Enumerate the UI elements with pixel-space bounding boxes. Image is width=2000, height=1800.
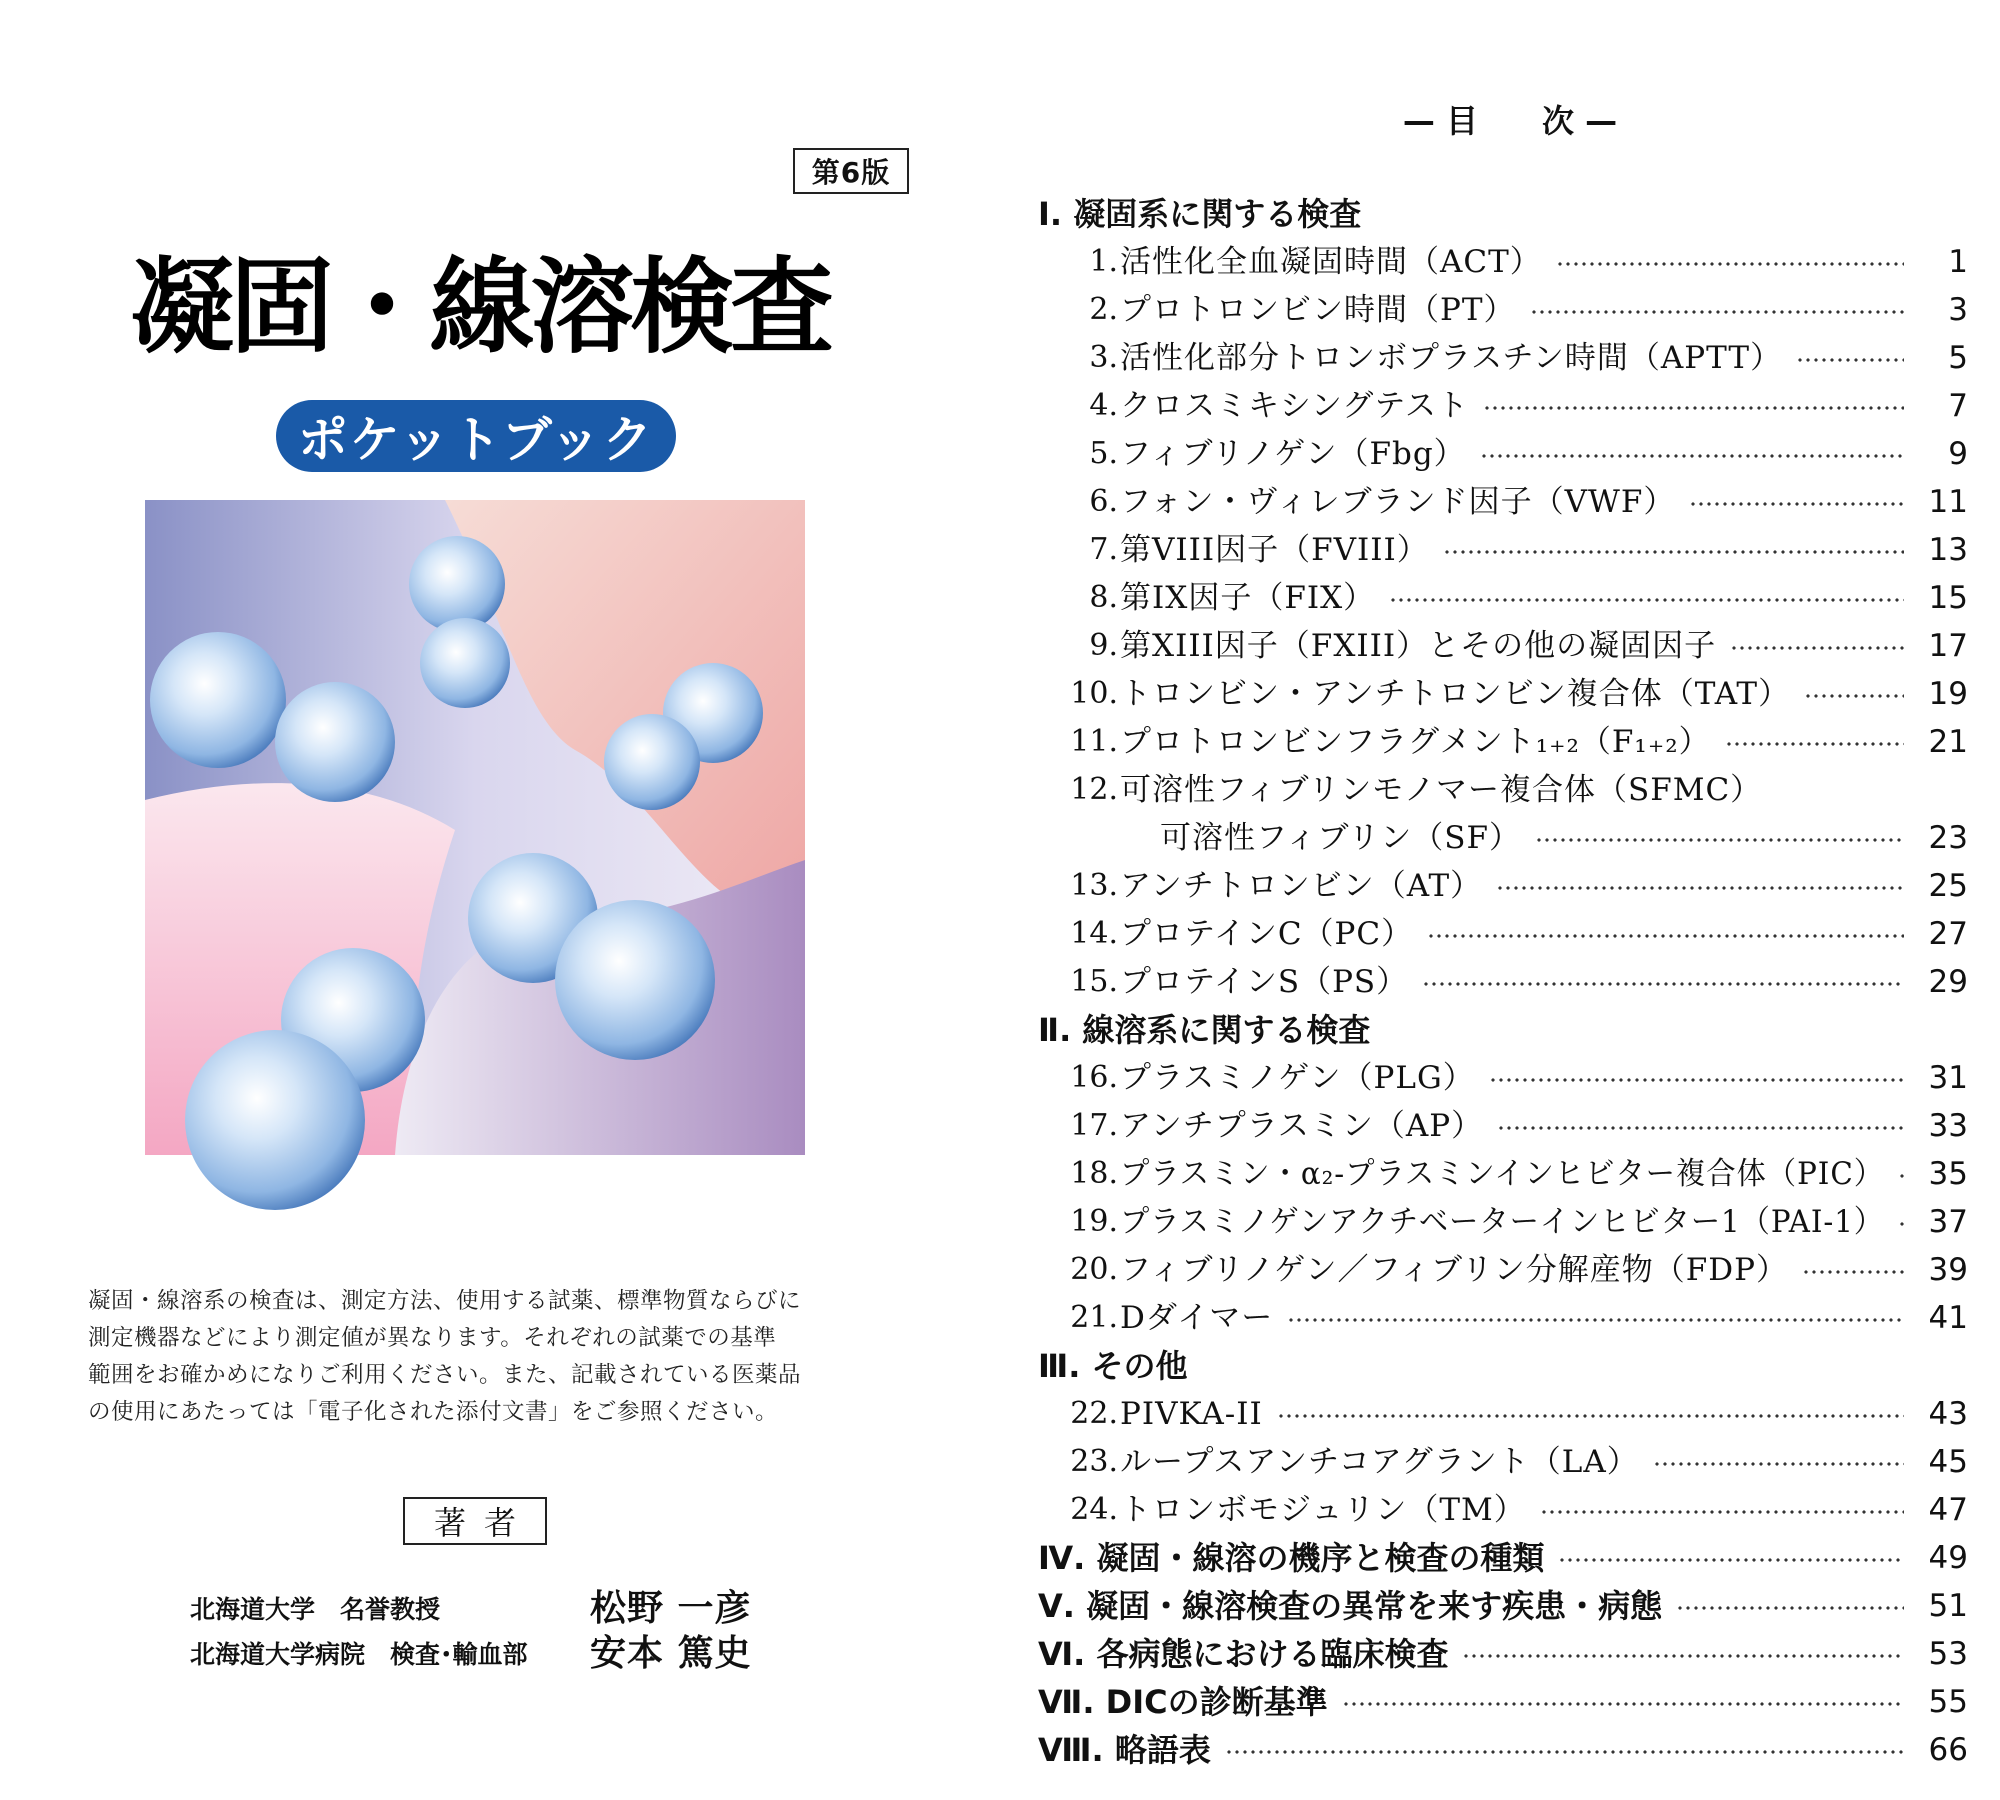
toc-entry-title: プロトロンビンフラグメント₁₊₂（F₁₊₂） bbox=[1120, 724, 1711, 760]
toc-entry-title: フォン・ヴィレブランド因子（VWF） bbox=[1120, 484, 1676, 520]
toc-section-label: Ⅵ. 各病態における臨床検査 bbox=[1038, 1635, 1449, 1673]
author-name: 松野 一彦 bbox=[590, 1588, 752, 1629]
toc-leader-dots bbox=[1898, 1174, 1904, 1178]
toc-page-number: 55 bbox=[1928, 1684, 1968, 1720]
toc-entry-title: プロトロンビン時間（PT） bbox=[1120, 292, 1516, 328]
toc-entry bbox=[1000, 1198, 1968, 1246]
toc-entry-title: トロンビン・アンチトロンビン複合体（TAT） bbox=[1120, 676, 1791, 712]
toc-entry-title: ループスアンチコアグラント（LA） bbox=[1120, 1444, 1639, 1480]
toc-section-label: Ⅲ. その他 bbox=[1038, 1347, 1188, 1385]
notice-line: の使用にあたっては「電子化された添付文書」をご参照ください。 bbox=[88, 1399, 779, 1425]
toc-entry bbox=[1000, 766, 1968, 814]
toc-entry bbox=[1000, 430, 1968, 478]
toc-leader-dots bbox=[1497, 1126, 1904, 1130]
toc-page-number: 27 bbox=[1928, 916, 1968, 952]
toc-entry bbox=[1000, 526, 1968, 574]
toc-section bbox=[1000, 1534, 1968, 1582]
toc-leader-dots bbox=[1653, 1462, 1904, 1466]
toc-entry-number: 12. bbox=[1070, 772, 1118, 807]
toc-entry-title: フィブリノゲン／フィブリン分解産物（FDP） bbox=[1120, 1252, 1788, 1288]
toc-page-number: 43 bbox=[1928, 1396, 1968, 1432]
toc-entry bbox=[1000, 1438, 1968, 1486]
toc-entry-title: 可溶性フィブリンモノマー複合体（SFMC） bbox=[1120, 772, 1763, 808]
toc-entry-number: 2. bbox=[1089, 292, 1118, 327]
toc-entry-number: 3. bbox=[1089, 340, 1118, 375]
toc-page-number: 35 bbox=[1928, 1156, 1968, 1192]
toc-entry bbox=[1000, 670, 1968, 718]
toc-section-label: Ⅷ. 略語表 bbox=[1038, 1731, 1211, 1769]
toc-entry-number: 14. bbox=[1070, 916, 1118, 951]
toc-leader-dots bbox=[1535, 838, 1904, 842]
toc-entry bbox=[1000, 1054, 1968, 1102]
toc-leader-dots bbox=[1489, 1078, 1904, 1082]
toc-page-number: 45 bbox=[1928, 1444, 1968, 1480]
toc-page-number: 47 bbox=[1928, 1492, 1968, 1528]
toc-leader-dots bbox=[1225, 1750, 1904, 1754]
subtitle-pill: ポケットブック bbox=[276, 400, 676, 472]
toc-entry-title: アンチプラスミン（AP） bbox=[1120, 1108, 1484, 1144]
toc-entry-number: 13. bbox=[1070, 868, 1118, 903]
toc-leader-dots bbox=[1462, 1654, 1904, 1658]
table-of-contents bbox=[1000, 0, 2000, 1800]
toc-section-label: Ⅴ. 凝固・線溶検査の異常を来す疾患・病態 bbox=[1038, 1587, 1663, 1625]
toc-entry-number: 5. bbox=[1089, 436, 1118, 471]
toc-leader-dots bbox=[1898, 1222, 1904, 1226]
toc-leader-dots bbox=[1443, 550, 1904, 554]
notice-line: 測定機器などにより測定値が異なります。それぞれの試薬での基準 bbox=[88, 1325, 777, 1351]
toc-page-number: 25 bbox=[1928, 868, 1968, 904]
toc-entry bbox=[1000, 1150, 1968, 1198]
cover-artwork bbox=[145, 500, 805, 1220]
toc-entry-number: 23. bbox=[1070, 1444, 1118, 1479]
toc-entry-number: 9. bbox=[1089, 628, 1118, 663]
author-affiliation: 北海道大学病院 検査･輸血部 bbox=[190, 1640, 528, 1669]
toc-entry bbox=[1000, 622, 1968, 670]
toc-entry-number: 15. bbox=[1070, 964, 1118, 999]
toc-entry-title: 第IX因子（FIX） bbox=[1120, 580, 1376, 616]
toc-entry bbox=[1000, 1294, 1968, 1342]
toc-entry bbox=[1000, 238, 1968, 286]
toc-leader-dots bbox=[1480, 454, 1904, 458]
edition-badge: 第6版 bbox=[793, 148, 909, 194]
toc-page-number: 15 bbox=[1928, 580, 1968, 616]
toc-leader-dots bbox=[1287, 1318, 1904, 1322]
toc-page-number: 37 bbox=[1928, 1204, 1968, 1240]
toc-section bbox=[1000, 1678, 1968, 1726]
authors-label: 著者 bbox=[403, 1497, 547, 1545]
toc-entry bbox=[1000, 1390, 1968, 1438]
toc-page-number: 29 bbox=[1928, 964, 1968, 1000]
toc-leader-dots bbox=[1730, 646, 1904, 650]
toc-entry bbox=[1000, 574, 1968, 622]
toc-entry bbox=[1000, 958, 1968, 1006]
toc-leader-dots bbox=[1802, 1270, 1904, 1274]
toc-page-number: 33 bbox=[1928, 1108, 1968, 1144]
toc-page-number: 19 bbox=[1928, 676, 1968, 712]
toc-entry-title: 第VIII因子（FVIII） bbox=[1120, 532, 1429, 568]
toc-leader-dots bbox=[1277, 1414, 1904, 1418]
toc-leader-dots bbox=[1676, 1606, 1904, 1610]
toc-entry-number: 11. bbox=[1070, 724, 1118, 759]
toc-leader-dots bbox=[1427, 934, 1904, 938]
toc-entry-title: プロテインC（PC） bbox=[1120, 916, 1414, 952]
toc-section bbox=[1000, 1342, 1968, 1390]
book-title: 凝固・線溶検査 bbox=[130, 246, 831, 368]
toc-entry-title: プラスミノゲン（PLG） bbox=[1120, 1060, 1475, 1096]
toc-section-label: Ⅶ. DICの診断基準 bbox=[1038, 1683, 1328, 1721]
toc-leader-dots bbox=[1389, 598, 1904, 602]
toc-leader-dots bbox=[1342, 1702, 1904, 1706]
toc-entry-title: 活性化部分トロンボプラスチン時間（APTT） bbox=[1120, 340, 1783, 376]
toc-entry bbox=[1000, 718, 1968, 766]
toc-entry-number: 7. bbox=[1089, 532, 1118, 567]
toc-leader-dots bbox=[1725, 742, 1904, 746]
toc-leader-dots bbox=[1796, 358, 1904, 362]
toc-entry-number: 1. bbox=[1089, 244, 1118, 279]
notice-line: 凝固・線溶系の検査は、測定方法、使用する試薬、標準物質ならびに bbox=[88, 1288, 802, 1314]
author-entry bbox=[190, 1580, 890, 1630]
toc-entry-title: プラスミン・α₂-プラスミンインヒビター複合体（PIC） bbox=[1120, 1156, 1884, 1192]
toc-page-number: 17 bbox=[1928, 628, 1968, 664]
toc-section bbox=[1000, 1630, 1968, 1678]
toc-entry-number: 4. bbox=[1089, 388, 1118, 423]
toc-section-label: Ⅱ. 線溶系に関する検査 bbox=[1038, 1011, 1371, 1049]
toc-section-label: Ⅳ. 凝固・線溶の機序と検査の種類 bbox=[1038, 1539, 1545, 1577]
toc-entry bbox=[1000, 478, 1968, 526]
toc-entry-number: 8. bbox=[1089, 580, 1118, 615]
toc-entry-title: Dダイマー bbox=[1120, 1300, 1274, 1336]
toc-entry-title: トロンボモジュリン（TM） bbox=[1120, 1492, 1526, 1528]
toc-section bbox=[1000, 1006, 1968, 1054]
toc-page-number: 39 bbox=[1928, 1252, 1968, 1288]
toc-page-number: 13 bbox=[1928, 532, 1968, 568]
toc-section bbox=[1000, 1582, 1968, 1630]
toc-page-number: 7 bbox=[1948, 388, 1968, 424]
toc-entry-number: 22. bbox=[1070, 1396, 1118, 1431]
toc-page-number: 49 bbox=[1928, 1540, 1968, 1576]
toc-page-number: 51 bbox=[1928, 1588, 1968, 1624]
toc-entry-number: 10. bbox=[1070, 676, 1118, 711]
toc-leader-dots bbox=[1483, 406, 1904, 410]
toc-entry-title: アンチトロンビン（AT） bbox=[1120, 868, 1483, 904]
toc-page-number: 21 bbox=[1928, 724, 1968, 760]
toc-entry bbox=[1000, 1102, 1968, 1150]
toc-entry-number: 24. bbox=[1070, 1492, 1118, 1527]
toc-page-number: 23 bbox=[1928, 820, 1968, 856]
toc-leader-dots bbox=[1540, 1510, 1904, 1514]
toc-page-number: 9 bbox=[1948, 436, 1968, 472]
toc-leader-dots bbox=[1556, 262, 1904, 266]
toc-page-number: 11 bbox=[1928, 484, 1968, 520]
toc-entry-number: 17. bbox=[1070, 1108, 1118, 1143]
toc-entry bbox=[1000, 286, 1968, 334]
toc-page-number: 66 bbox=[1928, 1732, 1968, 1768]
toc-leader-dots bbox=[1804, 694, 1904, 698]
toc-page-number: 53 bbox=[1928, 1636, 1968, 1672]
toc-heading: — 目 次 — bbox=[1402, 102, 1618, 140]
toc-entry-number: 21. bbox=[1070, 1300, 1118, 1335]
toc-page-number: 41 bbox=[1928, 1300, 1968, 1336]
toc-entry-title: 活性化全血凝固時間（ACT） bbox=[1120, 244, 1542, 280]
toc-entry-title: 可溶性フィブリン（SF） bbox=[1160, 820, 1522, 856]
toc-entry-number: 6. bbox=[1089, 484, 1118, 519]
toc-entry-title: 第XIII因子（FXIII）とその他の凝固因子 bbox=[1120, 628, 1717, 664]
book-cover bbox=[0, 0, 960, 1800]
author-name: 安本 篤史 bbox=[590, 1633, 752, 1674]
toc-entry bbox=[1000, 862, 1968, 910]
toc-page-number: 3 bbox=[1948, 292, 1968, 328]
toc-section-label: Ⅰ. 凝固系に関する検査 bbox=[1038, 195, 1362, 233]
toc-leader-dots bbox=[1422, 982, 1904, 986]
toc-entry-number: 20. bbox=[1070, 1252, 1118, 1287]
toc-entry-title: フィブリノゲン（Fbg） bbox=[1120, 436, 1466, 472]
toc-leader-dots bbox=[1558, 1558, 1904, 1562]
toc-entry-title: プロテインS（PS） bbox=[1120, 964, 1409, 1000]
toc-entry-title: クロスミキシングテスト bbox=[1120, 388, 1470, 424]
toc-entry-title: プラスミノゲンアクチベーターインヒビター1（PAI-1） bbox=[1120, 1204, 1884, 1240]
author-affiliation: 北海道大学 名誉教授 bbox=[190, 1595, 441, 1624]
toc-entry-number: 16. bbox=[1070, 1060, 1118, 1095]
toc-entry-number: 18. bbox=[1070, 1156, 1118, 1191]
toc-entry bbox=[1000, 1486, 1968, 1534]
toc-entry-title: PIVKA-II bbox=[1120, 1396, 1263, 1432]
toc-entry bbox=[1000, 382, 1968, 430]
toc-leader-dots bbox=[1496, 886, 1904, 890]
notice-line: 範囲をお確かめになりご利用ください。また、記載されている医薬品 bbox=[88, 1362, 802, 1388]
toc-entry bbox=[1000, 814, 1968, 862]
toc-page-number: 1 bbox=[1948, 244, 1968, 280]
toc-entry-number: 19. bbox=[1070, 1204, 1118, 1239]
toc-leader-dots bbox=[1530, 310, 1904, 314]
toc-page-number: 5 bbox=[1948, 340, 1968, 376]
toc-entry bbox=[1000, 910, 1968, 958]
toc-leader-dots bbox=[1689, 502, 1904, 506]
toc-section bbox=[1000, 1726, 1968, 1774]
toc-page-number: 31 bbox=[1928, 1060, 1968, 1096]
toc-entry bbox=[1000, 334, 1968, 382]
usage-notice bbox=[88, 1283, 888, 1431]
author-entry bbox=[190, 1625, 890, 1675]
toc-entry bbox=[1000, 1246, 1968, 1294]
toc-section bbox=[1000, 190, 1968, 238]
